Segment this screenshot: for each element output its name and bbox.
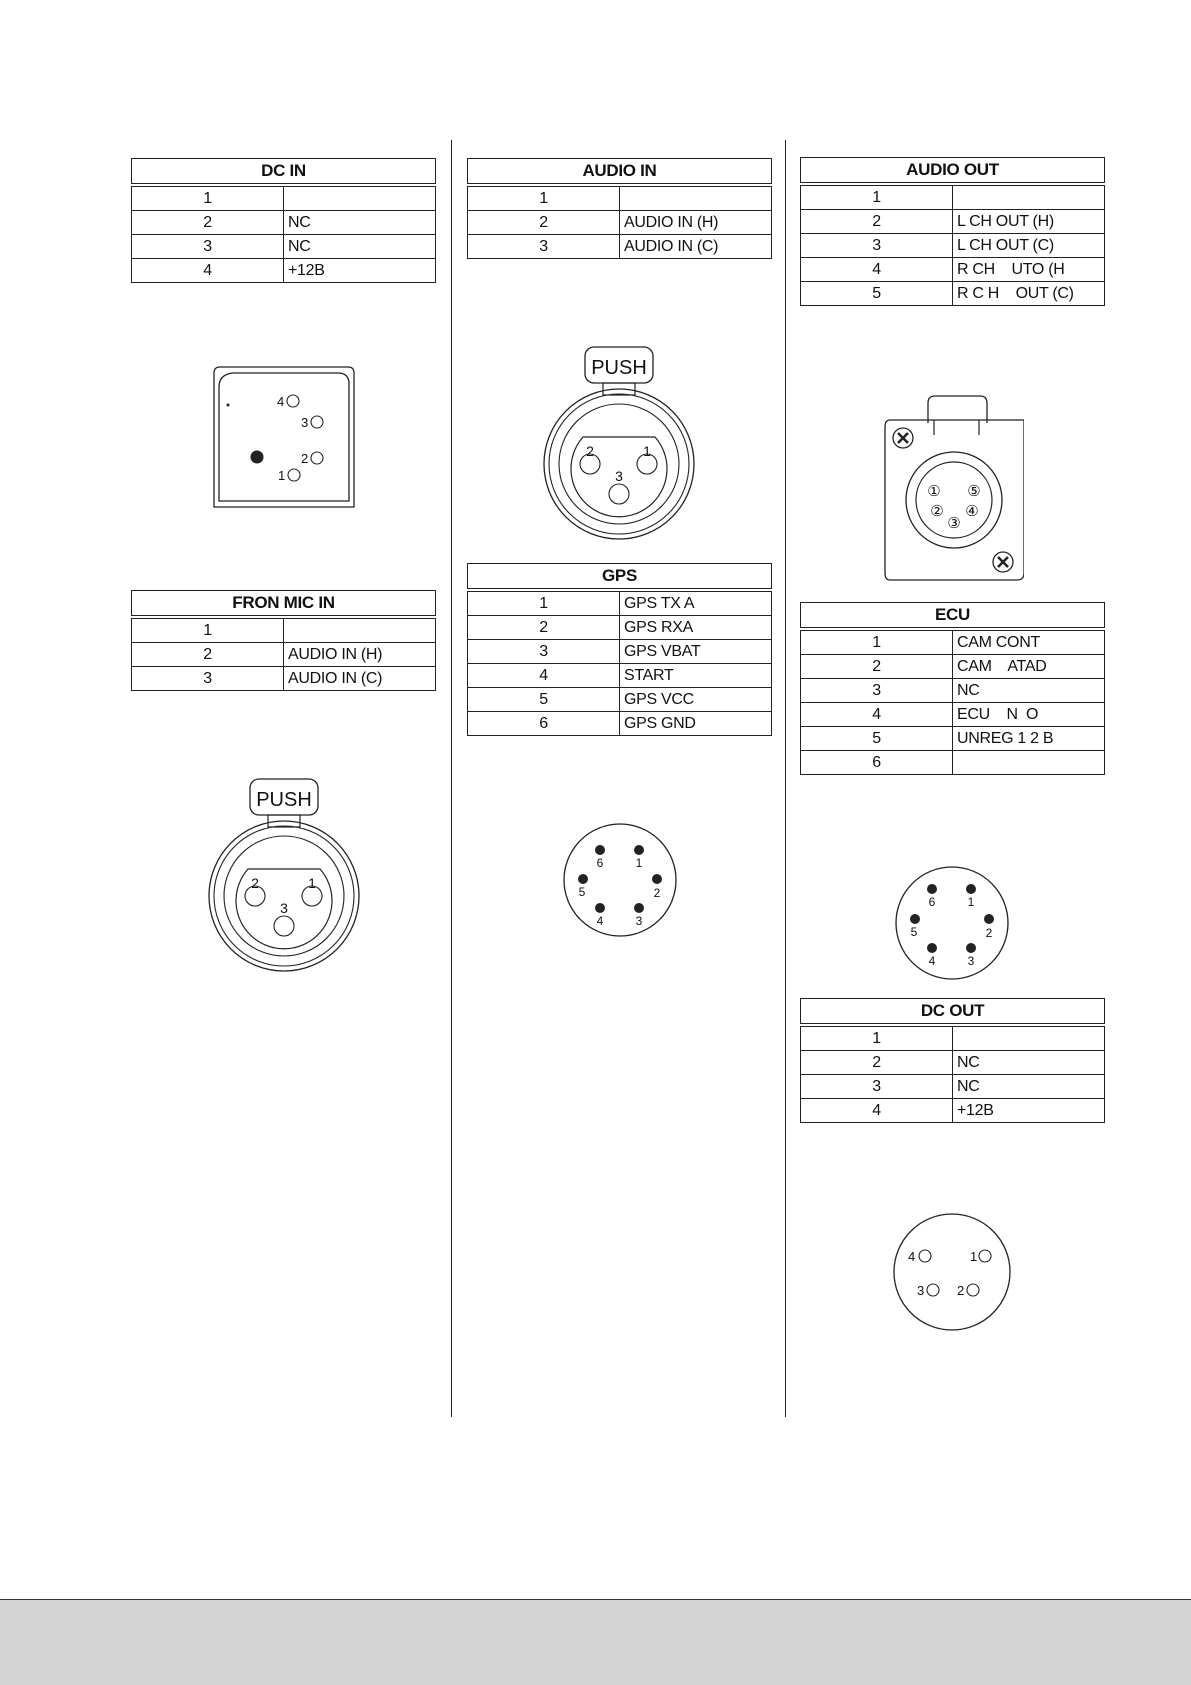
audio-in-label-2: 2 [586, 443, 594, 459]
pin-number: 5 [468, 688, 620, 712]
ecu-connector-label-2: 2 [985, 926, 993, 940]
pin-signal: ECU N O [953, 703, 1105, 727]
audio-out-pin-5: ⑤ [967, 483, 981, 500]
audio-out-table [800, 157, 1105, 306]
gps-connector-pin-5 [578, 874, 588, 884]
dc-in-connector-label-1: 1 [278, 468, 286, 483]
pin-number: 5 [801, 282, 953, 306]
table-row [801, 703, 1105, 727]
dc-in-connector-pin-3 [311, 416, 323, 428]
pin-signal: AUDIO IN (H) [620, 211, 772, 235]
pin-signal: AUDIO IN (H) [284, 643, 436, 667]
pin-number: 4 [132, 259, 284, 283]
pin-signal: GPS VBAT [620, 640, 772, 664]
pin-number: 6 [468, 712, 620, 736]
pin-signal [953, 1025, 1105, 1051]
pin-signal: GPS VCC [620, 688, 772, 712]
dc-out-connector [890, 1210, 1014, 1334]
audio-out-pin-3: ③ [947, 515, 961, 532]
dc-out-table [800, 998, 1105, 1123]
front-mic-label-3: 3 [280, 900, 288, 916]
ecu-connector-pin-6 [927, 884, 937, 894]
audio-out-latch-slot [934, 420, 979, 435]
ecu-connector-label-3: 3 [967, 954, 975, 968]
front-mic-label-2: 2 [251, 875, 259, 891]
table-row [132, 211, 436, 235]
pin-signal: L CH OUT (H) [953, 210, 1105, 234]
pin-signal: +12B [953, 1099, 1105, 1123]
table-row [468, 664, 772, 688]
gps-connector-label-6: 6 [596, 856, 604, 870]
pin-number: 1 [801, 629, 953, 655]
pin-signal: NC [953, 1051, 1105, 1075]
table-title: AUDIO IN [468, 159, 772, 186]
pin-number: 4 [801, 703, 953, 727]
pin-number: 2 [801, 1051, 953, 1075]
pin-signal [284, 185, 436, 211]
ecu-connector-pin-5 [910, 914, 920, 924]
table-row [132, 185, 436, 211]
table-row [801, 234, 1105, 258]
pin-signal: NC [953, 679, 1105, 703]
pin-number: 2 [468, 616, 620, 640]
table-row [468, 688, 772, 712]
dc-in-connector-ground-dot [251, 451, 264, 464]
pin-number: 3 [801, 679, 953, 703]
table-row [468, 640, 772, 664]
dc-out-connector-pin-2 [967, 1284, 979, 1296]
pin-number: 1 [468, 185, 620, 211]
pin-number: 1 [468, 590, 620, 616]
pin-number: 6 [801, 751, 953, 775]
table-row [468, 211, 772, 235]
table-row [801, 210, 1105, 234]
ecu-connector [892, 863, 1012, 983]
table-title: ECU [801, 603, 1105, 630]
ecu-connector-pin-4 [927, 943, 937, 953]
gps-connector-label-5: 5 [578, 885, 586, 899]
dc-out-connector-label-1: 1 [970, 1249, 978, 1264]
dc-in-connector-pin-1 [288, 469, 300, 481]
pin-number: 5 [801, 727, 953, 751]
ecu-connector-pin-2 [984, 914, 994, 924]
gps-connector [560, 820, 680, 940]
ecu-table [800, 602, 1105, 775]
pin-number: 2 [801, 655, 953, 679]
ecu-connector-label-1: 1 [967, 895, 975, 909]
pin-signal: UNREG 1 2 B [953, 727, 1105, 751]
dc-out-connector-body [894, 1214, 1010, 1330]
ecu-connector-pin-3 [966, 943, 976, 953]
table-row [132, 667, 436, 691]
audio-in-label-1: 1 [643, 443, 651, 459]
pin-signal: GPS TX A [620, 590, 772, 616]
pin-signal: CAM CONT [953, 629, 1105, 655]
pin-signal: L CH OUT (C) [953, 234, 1105, 258]
gps-connector-pin-3 [634, 903, 644, 913]
front-mic-pin-3 [274, 916, 294, 936]
table-row [468, 185, 772, 211]
ecu-connector-label-4: 4 [928, 954, 936, 968]
pin-number: 3 [468, 640, 620, 664]
audio-in-push-label: PUSH [591, 357, 647, 379]
table-row [801, 282, 1105, 306]
pin-number: 4 [801, 258, 953, 282]
gps-connector-label-1: 1 [635, 856, 643, 870]
dc-out-connector-pin-1 [979, 1250, 991, 1262]
pin-signal: GPS RXA [620, 616, 772, 640]
pin-number: 1 [132, 617, 284, 643]
pin-number: 3 [801, 234, 953, 258]
audio-in-connector [535, 343, 705, 543]
table-row [468, 235, 772, 259]
front-mic-push-label: PUSH [256, 789, 312, 811]
pin-signal: +12B [284, 259, 436, 283]
pin-signal: GPS GND [620, 712, 772, 736]
dc-in-connector-pin-2 [311, 452, 323, 464]
ecu-connector-pin-1 [966, 884, 976, 894]
pin-number: 3 [801, 1075, 953, 1099]
gps-connector-pin-2 [652, 874, 662, 884]
gps-connector-pin-6 [595, 845, 605, 855]
pin-signal: NC [284, 211, 436, 235]
front-mic-label-1: 1 [308, 875, 316, 891]
gps-table [467, 563, 772, 736]
pin-signal [620, 185, 772, 211]
table-title: FRON MIC IN [132, 591, 436, 618]
pin-signal [284, 617, 436, 643]
dc-in-connector-label-4: 4 [277, 394, 285, 409]
audio-out-pin-4: ④ [965, 503, 979, 520]
pin-number: 3 [132, 235, 284, 259]
pin-signal: AUDIO IN (C) [620, 235, 772, 259]
pin-number: 3 [468, 235, 620, 259]
table-row [801, 727, 1105, 751]
front-mic-in-table [131, 590, 436, 691]
pin-number: 2 [132, 211, 284, 235]
gps-connector-label-2: 2 [653, 886, 661, 900]
table-title: DC IN [132, 159, 436, 186]
table-title: AUDIO OUT [801, 158, 1105, 185]
table-row [801, 629, 1105, 655]
gps-connector-pin-1 [634, 845, 644, 855]
pin-number: 3 [132, 667, 284, 691]
dc-in-connector-pin-4 [287, 395, 299, 407]
audio-in-middle-ring [549, 394, 689, 534]
table-row [801, 655, 1105, 679]
dc-in-connector [210, 365, 360, 510]
front-mic-inner-ring [224, 836, 344, 956]
table-row [132, 643, 436, 667]
dc-in-connector-label-2: 2 [301, 451, 309, 466]
audio-in-pin-3 [609, 484, 629, 504]
column-divider-left [451, 140, 452, 1417]
front-mic-middle-ring [214, 826, 354, 966]
pin-number: 1 [801, 184, 953, 210]
pin-signal: AUDIO IN (C) [284, 667, 436, 691]
table-row [468, 712, 772, 736]
audio-out-ring-outer [906, 452, 1002, 548]
table-title: DC OUT [801, 999, 1105, 1026]
pin-signal [953, 184, 1105, 210]
pin-signal: R CH UTO (H [953, 258, 1105, 282]
dc-out-connector-pin-4 [919, 1250, 931, 1262]
pin-signal: NC [953, 1075, 1105, 1099]
dc-out-connector-label-3: 3 [917, 1283, 925, 1298]
column-divider-right [785, 140, 786, 1417]
audio-out-screw-bottom-cross [998, 557, 1008, 567]
audio-out-screw-top-cross [898, 433, 908, 443]
pin-signal [953, 751, 1105, 775]
dc-in-connector-label-3: 3 [301, 415, 309, 430]
dc-out-connector-label-2: 2 [957, 1283, 965, 1298]
pin-number: 2 [132, 643, 284, 667]
pin-signal: R C H OUT (C) [953, 282, 1105, 306]
table-row [468, 616, 772, 640]
table-row [801, 1099, 1105, 1123]
pin-number: 1 [132, 185, 284, 211]
dc-in-table [131, 158, 436, 283]
front-mic-connector [200, 775, 370, 975]
gps-connector-pin-4 [595, 903, 605, 913]
pin-signal: START [620, 664, 772, 688]
table-row [132, 235, 436, 259]
dc-out-connector-pin-3 [927, 1284, 939, 1296]
table-row [801, 751, 1105, 775]
table-row [801, 1025, 1105, 1051]
table-row [801, 1075, 1105, 1099]
ecu-connector-label-5: 5 [910, 925, 918, 939]
table-row [132, 259, 436, 283]
audio-in-label-3: 3 [615, 468, 623, 484]
table-title: GPS [468, 564, 772, 591]
table-row [801, 679, 1105, 703]
gps-connector-label-4: 4 [596, 914, 604, 928]
pin-number: 2 [468, 211, 620, 235]
table-row [132, 617, 436, 643]
dc-in-connector-housing [214, 367, 354, 507]
pin-signal: NC [284, 235, 436, 259]
ecu-connector-label-6: 6 [928, 895, 936, 909]
pin-number: 1 [801, 1025, 953, 1051]
dc-out-connector-label-4: 4 [908, 1249, 916, 1264]
audio-out-connector [882, 393, 1024, 583]
audio-in-table [467, 158, 772, 259]
audio-out-pin-1: ① [927, 483, 941, 500]
dc-in-connector-key [227, 404, 230, 407]
pin-number: 2 [801, 210, 953, 234]
audio-in-inner-ring [559, 404, 679, 524]
audio-out-latch-tab [928, 396, 987, 423]
pin-number: 4 [801, 1099, 953, 1123]
footer-band [0, 1599, 1191, 1685]
gps-connector-label-3: 3 [635, 914, 643, 928]
audio-out-pin-2: ② [930, 503, 944, 520]
pin-number: 4 [468, 664, 620, 688]
table-row [801, 258, 1105, 282]
table-row [468, 590, 772, 616]
table-row [801, 184, 1105, 210]
table-row [801, 1051, 1105, 1075]
pin-signal: CAM ATAD [953, 655, 1105, 679]
